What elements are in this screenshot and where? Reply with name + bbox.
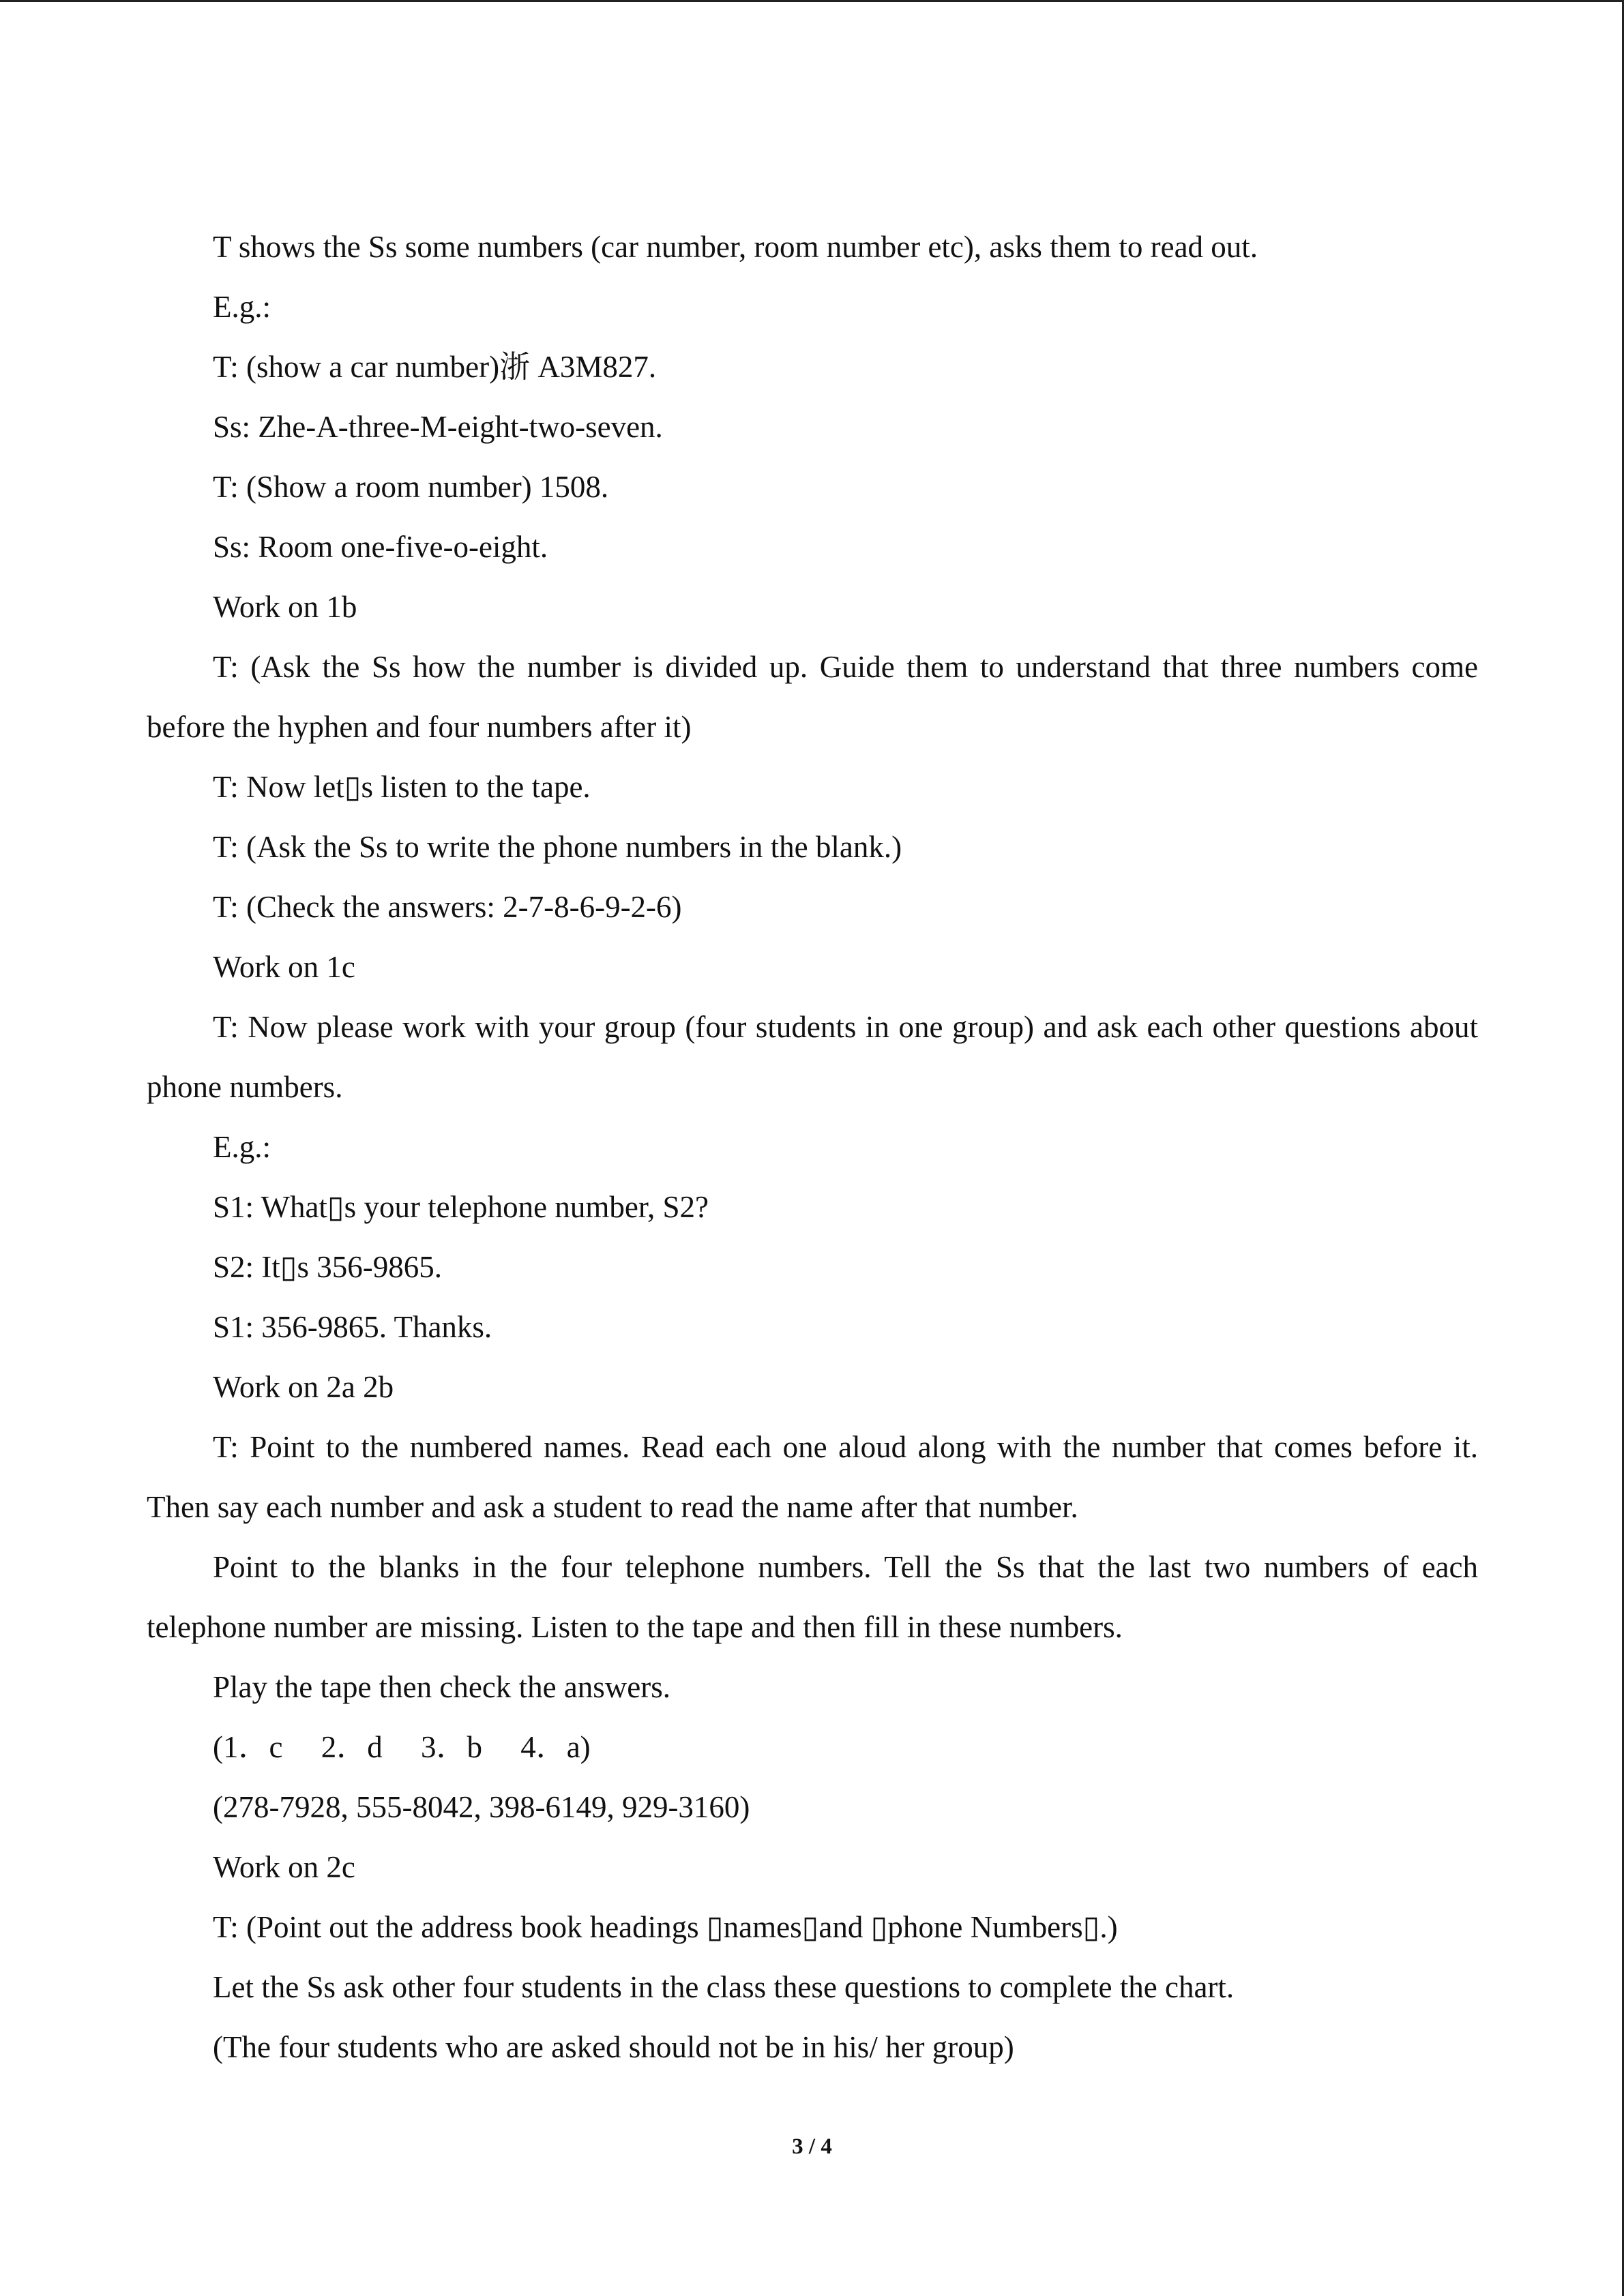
document-body <box>147 217 1478 2077</box>
paragraph: E.g.: <box>213 1130 271 1164</box>
paragraph: T: (Ask the Ss to write the phone numbers in the blank.) <box>213 830 902 864</box>
paragraph: T: (Check the answers: 2-7-8-6-9-2-6) <box>213 890 682 924</box>
paragraph: S1: 356-9865. Thanks. <box>213 1310 492 1344</box>
paragraph: T: Now please work with your group (four students in one group) and ask each other questions about phone numbers. <box>147 1010 1478 1104</box>
paragraph: Ss: Room one-five-o-eight. <box>213 530 548 564</box>
answer-key: (1．c 2．d 3．b 4．a) <box>213 1730 591 1764</box>
paragraph: Ss: Zhe-A-three-M-eight-two-seven. <box>213 410 663 444</box>
paragraph: T: Point to the numbered names. Read each one aloud along with the number that comes before it. Then say each number and ask a student to read the name after that number. <box>147 1430 1478 1524</box>
section-heading: Work on 2a 2b <box>213 1370 394 1404</box>
section-heading: Work on 2c <box>213 1850 355 1884</box>
paragraph: T: (Ask the Ss how the number is divided up. Guide them to understand that three numbers come before the hyphen and four numbers after it) <box>147 650 1478 744</box>
paragraph: Play the tape then check the answers. <box>213 1670 671 1704</box>
page-number: 3 / 4 <box>792 2134 832 2159</box>
paragraph: S1: What▯s your telephone number, S2? <box>213 1190 709 1224</box>
paragraph: Let the Ss ask other four students in the class these questions to complete the chart. <box>213 1970 1235 2004</box>
paragraph: T: Now let▯s listen to the tape. <box>213 770 591 804</box>
answer-key: (278-7928, 555-8042, 398-6149, 929-3160) <box>213 1790 750 1824</box>
section-heading: Work on 1b <box>213 590 357 624</box>
paragraph: T: (show a car number)浙 A3M827. <box>213 350 657 384</box>
paragraph: E.g.: <box>213 290 271 324</box>
page-border-top <box>0 0 1624 2</box>
paragraph: T: (Point out the address book headings ▯names▯and ▯phone Numbers▯.) <box>213 1910 1118 1944</box>
paragraph: Point to the blanks in the four telephone numbers. Tell the Ss that the last two numbers of each telephone number are missing. Listen to the tape and then fill in these numbers. <box>147 1550 1478 1644</box>
paragraph: T: (Show a room number) 1508. <box>213 470 609 504</box>
section-heading: Work on 1c <box>213 950 355 984</box>
paragraph: (The four students who are asked should not be in his/ her group) <box>213 2030 1014 2064</box>
paragraph: T shows the Ss some numbers (car number, room number etc), asks them to read out. <box>213 230 1258 264</box>
paragraph: S2: It▯s 356-9865. <box>213 1250 443 1284</box>
